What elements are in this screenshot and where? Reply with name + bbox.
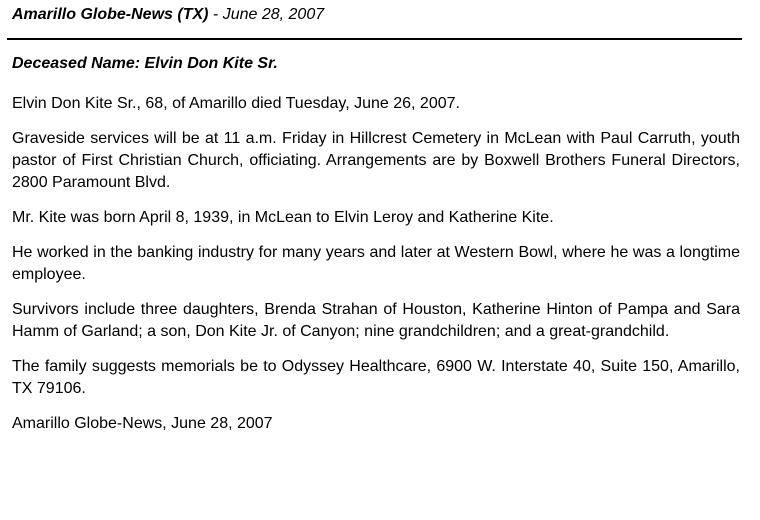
article-header [12,6,324,24]
paragraph-survivors: Survivors include three daughters, Brenda Strahan of Houston, Katherine Hinton of Pampa and Sara Hamm of Garland; a son, Don Kite Jr. of Canyon; nine grandchildren; and a great-grandchild. [12,301,740,340]
paragraph-source-credit: Amarillo Globe-News, June 28, 2007 [12,415,273,432]
paragraph-death-notice: Elvin Don Kite Sr., 68, of Amarillo died Tuesday, June 26, 2007. [12,95,460,112]
header-divider [7,38,742,40]
header-separator: - [208,6,223,23]
publication-name: Amarillo Globe-News (TX) [12,6,209,23]
paragraph-memorials: The family suggests memorials be to Odyssey Healthcare, 6900 W. Interstate 40, Suite 150, Amarillo, TX 79106. [12,358,740,397]
paragraph-birth: Mr. Kite was born April 8, 1939, in McLean to Elvin Leroy and Katherine Kite. [12,209,554,226]
obituary-body [12,93,740,448]
publication-date: June 28, 2007 [222,6,325,23]
paragraph-services: Graveside services will be at 11 a.m. Friday in Hillcrest Cemetery in McLean with Paul Carruth, youth pastor of First Christian Church, officiating. Arrangements are by Boxwell Brothers Funeral Directors, 2800 Paramount Blvd. [12,130,740,191]
paragraph-career: He worked in the banking industry for many years and later at Western Bowl, where he was a longtime employee. [12,244,740,283]
deceased-name-heading: Deceased Name: Elvin Don Kite Sr. [12,55,278,72]
